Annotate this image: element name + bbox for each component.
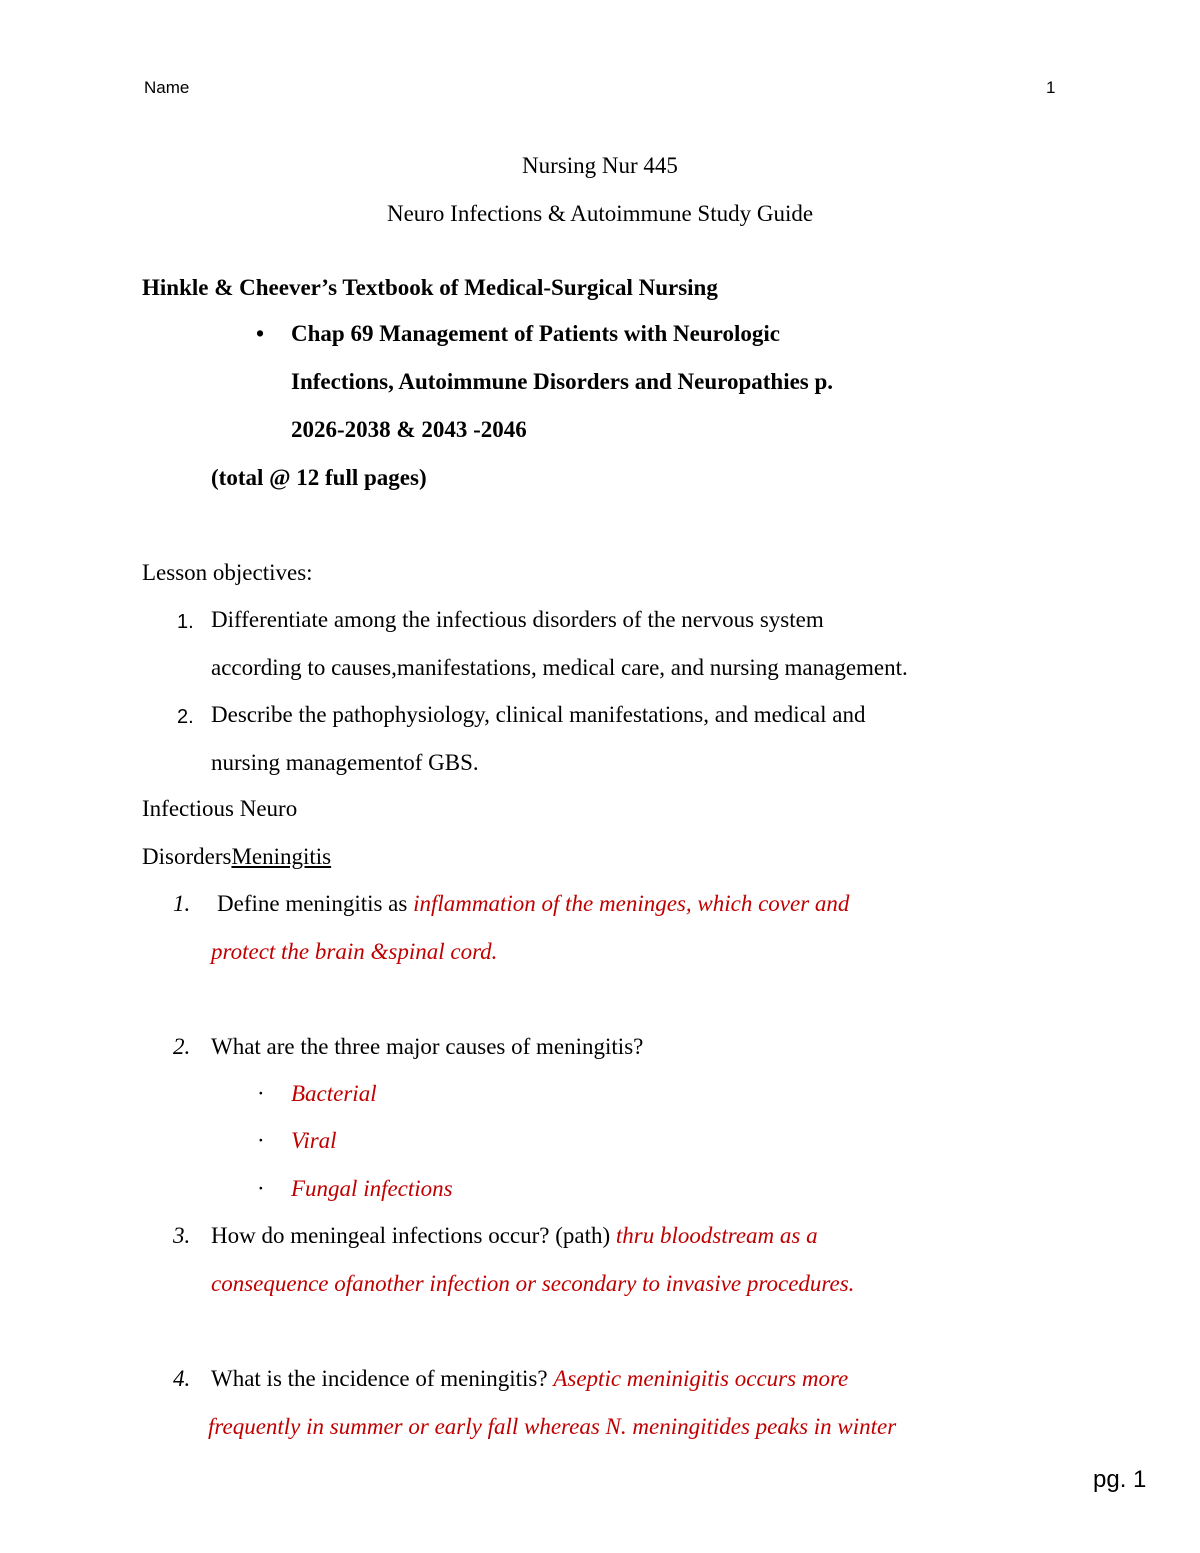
answer-text: Aseptic meninigitis occurs more [553, 1366, 849, 1391]
bullet-mark: · [257, 1176, 265, 1201]
question-3-line-1 [211, 1224, 818, 1247]
answer-text: consequence ofanother infection or secondary to invasive procedures. [211, 1271, 855, 1296]
question-number: 3. [173, 1223, 191, 1248]
answer-text: thru bloodstream as a [615, 1223, 818, 1248]
section-heading-line-2 [142, 845, 331, 868]
textbook-title: Hinkle & Cheever’s Textbook of Medical-Surgical Nursing [142, 275, 718, 300]
header-name: Name [144, 78, 190, 97]
objective-number: 1. [177, 611, 194, 633]
question-4-line-1 [211, 1367, 848, 1390]
question-number: 1. [173, 891, 191, 916]
question-text: What is the incidence of meningitis? [211, 1366, 548, 1391]
cause-item: Fungal infections [291, 1176, 453, 1201]
answer-text: protect the brain &spinal cord. [211, 939, 498, 964]
section-topic: Meningitis [231, 844, 332, 869]
page-title: Nursing Nur 445 [522, 153, 678, 178]
bullet-mark: · [257, 1128, 265, 1153]
question-text: Define meningitis as [217, 891, 408, 916]
question-number: 2. [173, 1034, 191, 1059]
bullet-mark: · [257, 1081, 265, 1106]
chapter-line-2: Infections, Autoimmune Disorders and Neuropathies p. [291, 369, 834, 394]
footer-page-label: pg. 1 [1093, 1466, 1147, 1493]
section-prefix: Disorders [142, 844, 232, 869]
chapter-total: (total @ 12 full pages) [211, 465, 427, 490]
header-page-number: 1 [1046, 78, 1056, 97]
objective-1-line-1: Differentiate among the infectious disorders of the nervous system [211, 607, 824, 632]
chapter-bullet: • [256, 321, 265, 346]
chapter-line-3: 2026-2038 & 2043 -2046 [291, 417, 527, 442]
objective-2-line-2: nursing managementof GBS. [211, 750, 479, 775]
answer-text: inflammation of the meninges, which cover and [413, 891, 850, 916]
objective-2-line-1: Describe the pathophysiology, clinical manifestations, and medical and [211, 702, 866, 727]
objective-number: 2. [177, 706, 194, 728]
question-number: 4. [173, 1366, 191, 1391]
chapter-line-1: Chap 69 Management of Patients with Neurologic [291, 321, 780, 346]
cause-item: Bacterial [291, 1081, 377, 1106]
question-text: How do meningeal infections occur? (path) [211, 1223, 611, 1248]
section-heading-line-1: Infectious Neuro [142, 796, 298, 821]
cause-item: Viral [291, 1128, 337, 1153]
objective-1-line-2: according to causes,manifestations, medical care, and nursing management. [211, 655, 908, 680]
question-text: What are the three major causes of meningitis? [211, 1034, 644, 1059]
page-subtitle: Neuro Infections & Autoimmune Study Guide [386, 201, 814, 226]
question-1-line-1 [217, 892, 849, 915]
answer-text: frequently in summer or early fall whereas N. meningitides peaks in winter [208, 1414, 897, 1439]
objectives-heading: Lesson objectives: [142, 560, 313, 585]
